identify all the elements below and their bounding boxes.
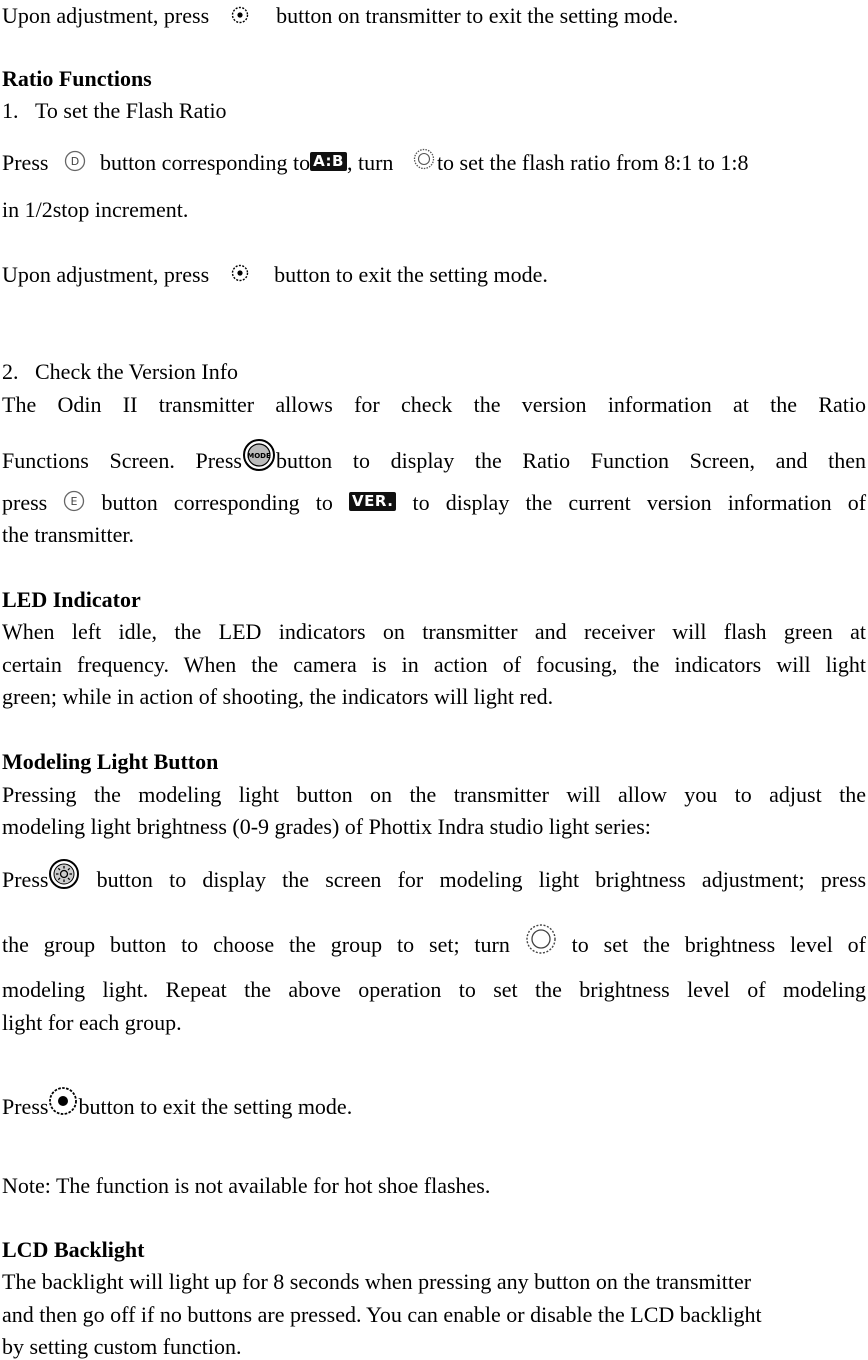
mode-button-icon <box>242 438 276 472</box>
modeling-light-heading: Modeling Light Button <box>2 749 219 774</box>
e-button-icon <box>63 490 85 512</box>
svg-text:E: E <box>70 494 78 508</box>
modeling-paragraph-line: light for each group. <box>2 1010 182 1035</box>
set-button-icon <box>231 264 249 282</box>
modeling-paragraph-line: Pressing the modeling light button on the transmitter will allow you to adjust the <box>2 782 866 807</box>
backlight-paragraph-line: by setting custom function. <box>2 1334 242 1359</box>
modeling-light-button-icon <box>48 858 80 890</box>
led-indicator-heading: LED Indicator <box>2 587 141 612</box>
backlight-paragraph-line: The backlight will light up for 8 seconds when pressing any button on the transmitter <box>2 1269 752 1294</box>
led-paragraph-line: When left idle, the LED indicators on transmitter and receiver will flash green at <box>2 619 866 644</box>
ver-label-badge: VER. <box>349 492 396 511</box>
dial-icon <box>413 148 435 170</box>
version-info-line: the transmitter. <box>2 522 134 547</box>
flash-ratio-item: 1. To set the Flash Ratio <box>2 98 227 123</box>
modeling-paragraph-line: modeling light brightness (0-9 grades) of Phottix Indra studio light series: <box>2 814 651 839</box>
exit-instruction-line: Upon adjustment, press button on transmitter to exit the setting mode. <box>2 3 679 28</box>
modeling-paragraph-line: the group button to choose the group to set; turn to set the brightness level of <box>2 931 866 963</box>
version-info-line: The Odin II transmitter allows for check the version information at the Ratio <box>2 392 866 417</box>
d-button-icon <box>64 150 86 172</box>
modeling-paragraph-line: Press button to display the screen for modeling light brightness adjustment; press <box>2 866 866 898</box>
ratio-functions-heading: Ratio Functions <box>2 66 152 91</box>
ratio-exit-line: Upon adjustment, press button to exit the setting mode. <box>2 262 548 287</box>
backlight-paragraph-line: and then go off if no buttons are pressed. You can enable or disable the LCD backlight <box>2 1302 762 1327</box>
ab-label-badge: A:B <box>310 152 347 171</box>
lcd-backlight-heading: LCD Backlight <box>2 1237 145 1262</box>
flash-ratio-increment-line: in 1/2stop increment. <box>2 197 189 222</box>
flash-ratio-press-line: Press D button corresponding to A:B , turn to set the flash ratio from 8:1 to 1:8 <box>2 150 866 176</box>
set-button-icon <box>48 1086 78 1116</box>
svg-text:MODE: MODE <box>247 452 271 460</box>
led-paragraph-line: green; while in action of shooting, the indicators will light red. <box>2 684 554 709</box>
set-button-icon <box>231 6 249 24</box>
led-paragraph-line: certain frequency. When the camera is in action of focusing, the indicators will light <box>2 652 866 677</box>
modeling-exit-line: Press button to exit the setting mode. <box>2 1094 866 1124</box>
dial-icon <box>525 923 557 955</box>
version-info-item: 2. Check the Version Info <box>2 359 239 384</box>
version-info-line: Functions Screen. Press MODE button to display the Ratio Function Screen, and then <box>2 446 866 480</box>
svg-text:D: D <box>70 154 80 168</box>
version-info-line: press E button corresponding to VER. to display the current version information of <box>2 490 867 515</box>
modeling-paragraph-line: modeling light. Repeat the above operation to set the brightness level of modeling <box>2 977 866 1002</box>
hot-shoe-note: Note: The function is not available for hot shoe flashes. <box>2 1173 491 1198</box>
